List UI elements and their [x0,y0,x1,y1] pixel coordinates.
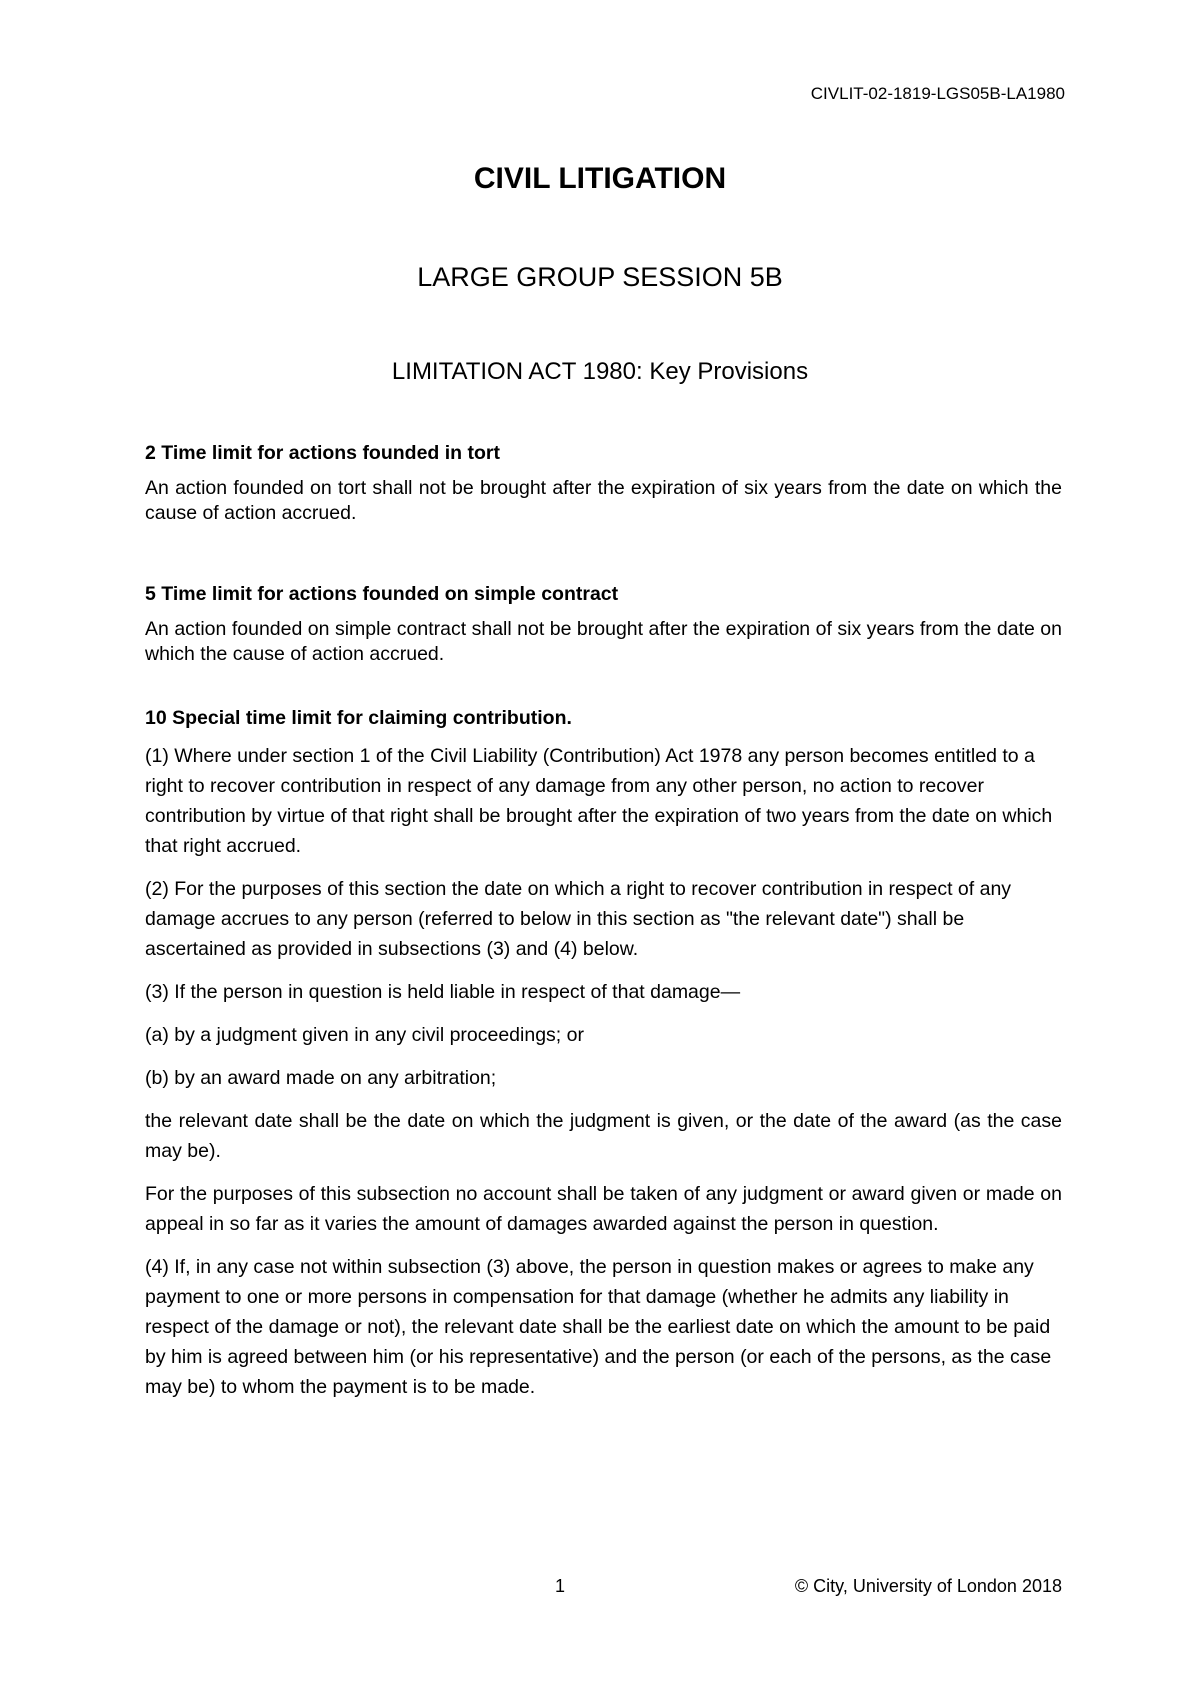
section-paragraph: An action founded on simple contract shall not be brought after the expiration of six years from the date on which the cause of action accrued. [145,618,1062,665]
section-paragraph: An action founded on tort shall not be brought after the expiration of six years from the date on which the cause of action accrued. [145,477,1062,524]
page-title: CIVIL LITIGATION [473,162,727,195]
copyright-notice: © City, University of London 2018 [794,1576,1062,1596]
document-body [145,440,1062,1415]
section-heading: 2 Time limit for actions founded in tort [145,442,500,464]
section-2 [145,440,1062,526]
subsection-3: (3) If the person in question is held liable in respect of that damage— [145,981,741,1003]
section-heading: 5 Time limit for actions founded on simple contract [145,583,619,605]
session-title: LARGE GROUP SESSION 5B [417,262,783,292]
section-10 [145,705,1062,1402]
subsection-3-note: For the purposes of this subsection no account shall be taken of any judgment or award given or made on appeal in so far as it varies the amount of damages awarded against the person in question. [145,1183,1062,1235]
document-subtitle: LIMITATION ACT 1980: Key Provisions [391,358,809,385]
page-number: 1 [555,1576,566,1596]
subsection-3a: (a) by a judgment given in any civil proceedings; or [145,1024,584,1046]
section-5 [145,581,1062,667]
document-reference: CIVLIT-02-1819-LGS05B-LA1980 [810,84,1065,103]
subsection-3b: (b) by an award made on any arbitration; [145,1067,497,1089]
subsection-3-conclusion: the relevant date shall be the date on which the judgment is given, or the date of the award (as the case may be). [145,1110,1062,1162]
subsection-1: (1) Where under section 1 of the Civil Liability (Contribution) Act 1978 any person becomes entitled to a right to recover contribution in respect of any damage from any other person, no action to recover contribution by virtue of that right shall be brought after the expiration of two years from the date on which that right accrued. [145,745,1053,857]
section-heading: 10 Special time limit for claiming contribution. [145,707,572,729]
subsection-2: (2) For the purposes of this section the date on which a right to recover contribution in respect of any damage accrues to any person (referred to below in this section as "the relevant date") shall be ascertained as provided in subsections (3) and (4) below. [145,878,1012,960]
subsection-4: (4) If, in any case not within subsection (3) above, the person in question makes or agrees to make any payment to one or more persons in compensation for that damage (whether he admits any liability in respect of the damage or not), the relevant date shall be the earliest date on which the amount to be paid by him is agreed between him (or his representative) and the person (or each of the persons, as the case may be) to whom the payment is to be made. [145,1256,1052,1398]
